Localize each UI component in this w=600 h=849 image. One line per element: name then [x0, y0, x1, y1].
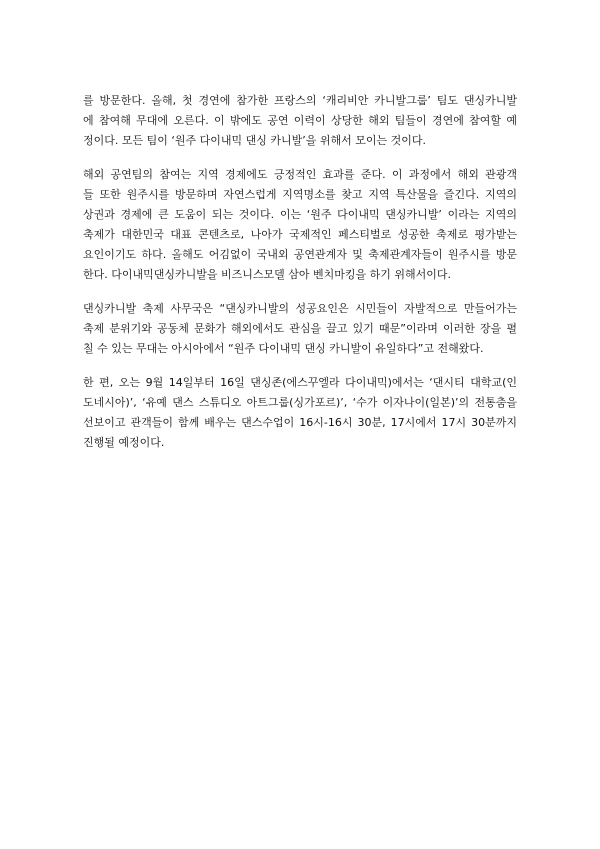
text-line: 도네시아)’, ‘유예 댄스 스튜디오 아트그룹(싱가포르)’, ‘수가 이자나이(일본)’의 전통춤을 — [83, 396, 517, 409]
paragraph-4 — [83, 373, 517, 453]
paragraph-3 — [83, 299, 517, 359]
text-line: 상권과 경제에 큰 도움이 되는 것이다. 이는 ‘원주 다이내믹 댄싱카니발’ 이라는 지역의 — [83, 208, 517, 221]
text-line: 요인이기도 하다. 올해도 어김없이 국내외 공연관계자 및 축제관계자들이 원주시를 방문 — [83, 248, 517, 261]
text-line: 진행될 예정이다. — [83, 436, 165, 449]
text-line: 한다. 다이내믹댄싱카니발을 비즈니스모델 삼아 벤치마킹을 하기 위해서이다. — [83, 268, 452, 281]
text-line: 를 방문한다. 올해, 첫 경연에 참가한 프랑스의 ‘캐리비안 카니발그룹’ 팀도 댄싱카니발 — [83, 94, 517, 107]
paragraph-1 — [83, 91, 517, 151]
text-line: 선보이고 관객들이 함께 배우는 댄스수업이 16시-16시 30분, 17시에서 17시 30분까지 — [83, 416, 517, 429]
text-line: 댄싱카니발 축제 사무국은 “댄싱카니발의 성공요인은 시민들이 자발적으로 만들어가는 — [83, 302, 517, 315]
text-line: 들 또한 원주시를 방문하며 자연스럽게 지역명소를 찾고 지역 특산물을 즐긴다. 지역의 — [83, 188, 517, 201]
text-line: 한 편, 오는 9월 14일부터 16일 댄싱존(에스꾸엘라 다이내믹)에서는 ‘댄시티 대학교(인 — [83, 376, 517, 389]
text-line: 축제 분위기와 공동체 문화가 해외에서도 관심을 끌고 있기 때문”이라며 이러한 장을 펼 — [83, 322, 517, 335]
text-line: 축제가 대한민국 대표 콘텐츠로, 나아가 국제적인 페스티벌로 성공한 축제로 평가받는 — [83, 228, 517, 241]
document-body — [83, 91, 517, 467]
text-line: 에 참여해 무대에 오른다. 이 밖에도 공연 이력이 상당한 해외 팀들이 경연에 참여할 예 — [83, 114, 517, 127]
text-line: 해외 공연팀의 참여는 지역 경제에도 긍정적인 효과를 준다. 이 과정에서 해외 관광객 — [83, 168, 517, 181]
paragraph-2 — [83, 165, 517, 285]
text-line: 정이다. 모든 팀이 ‘원주 다이내믹 댄싱 카니발’을 위해서 모이는 것이다. — [83, 134, 426, 147]
text-line: 칠 수 있는 무대는 아시아에서 “원주 다이내믹 댄싱 카니발이 유일하다”고 전해왔다. — [83, 342, 484, 355]
